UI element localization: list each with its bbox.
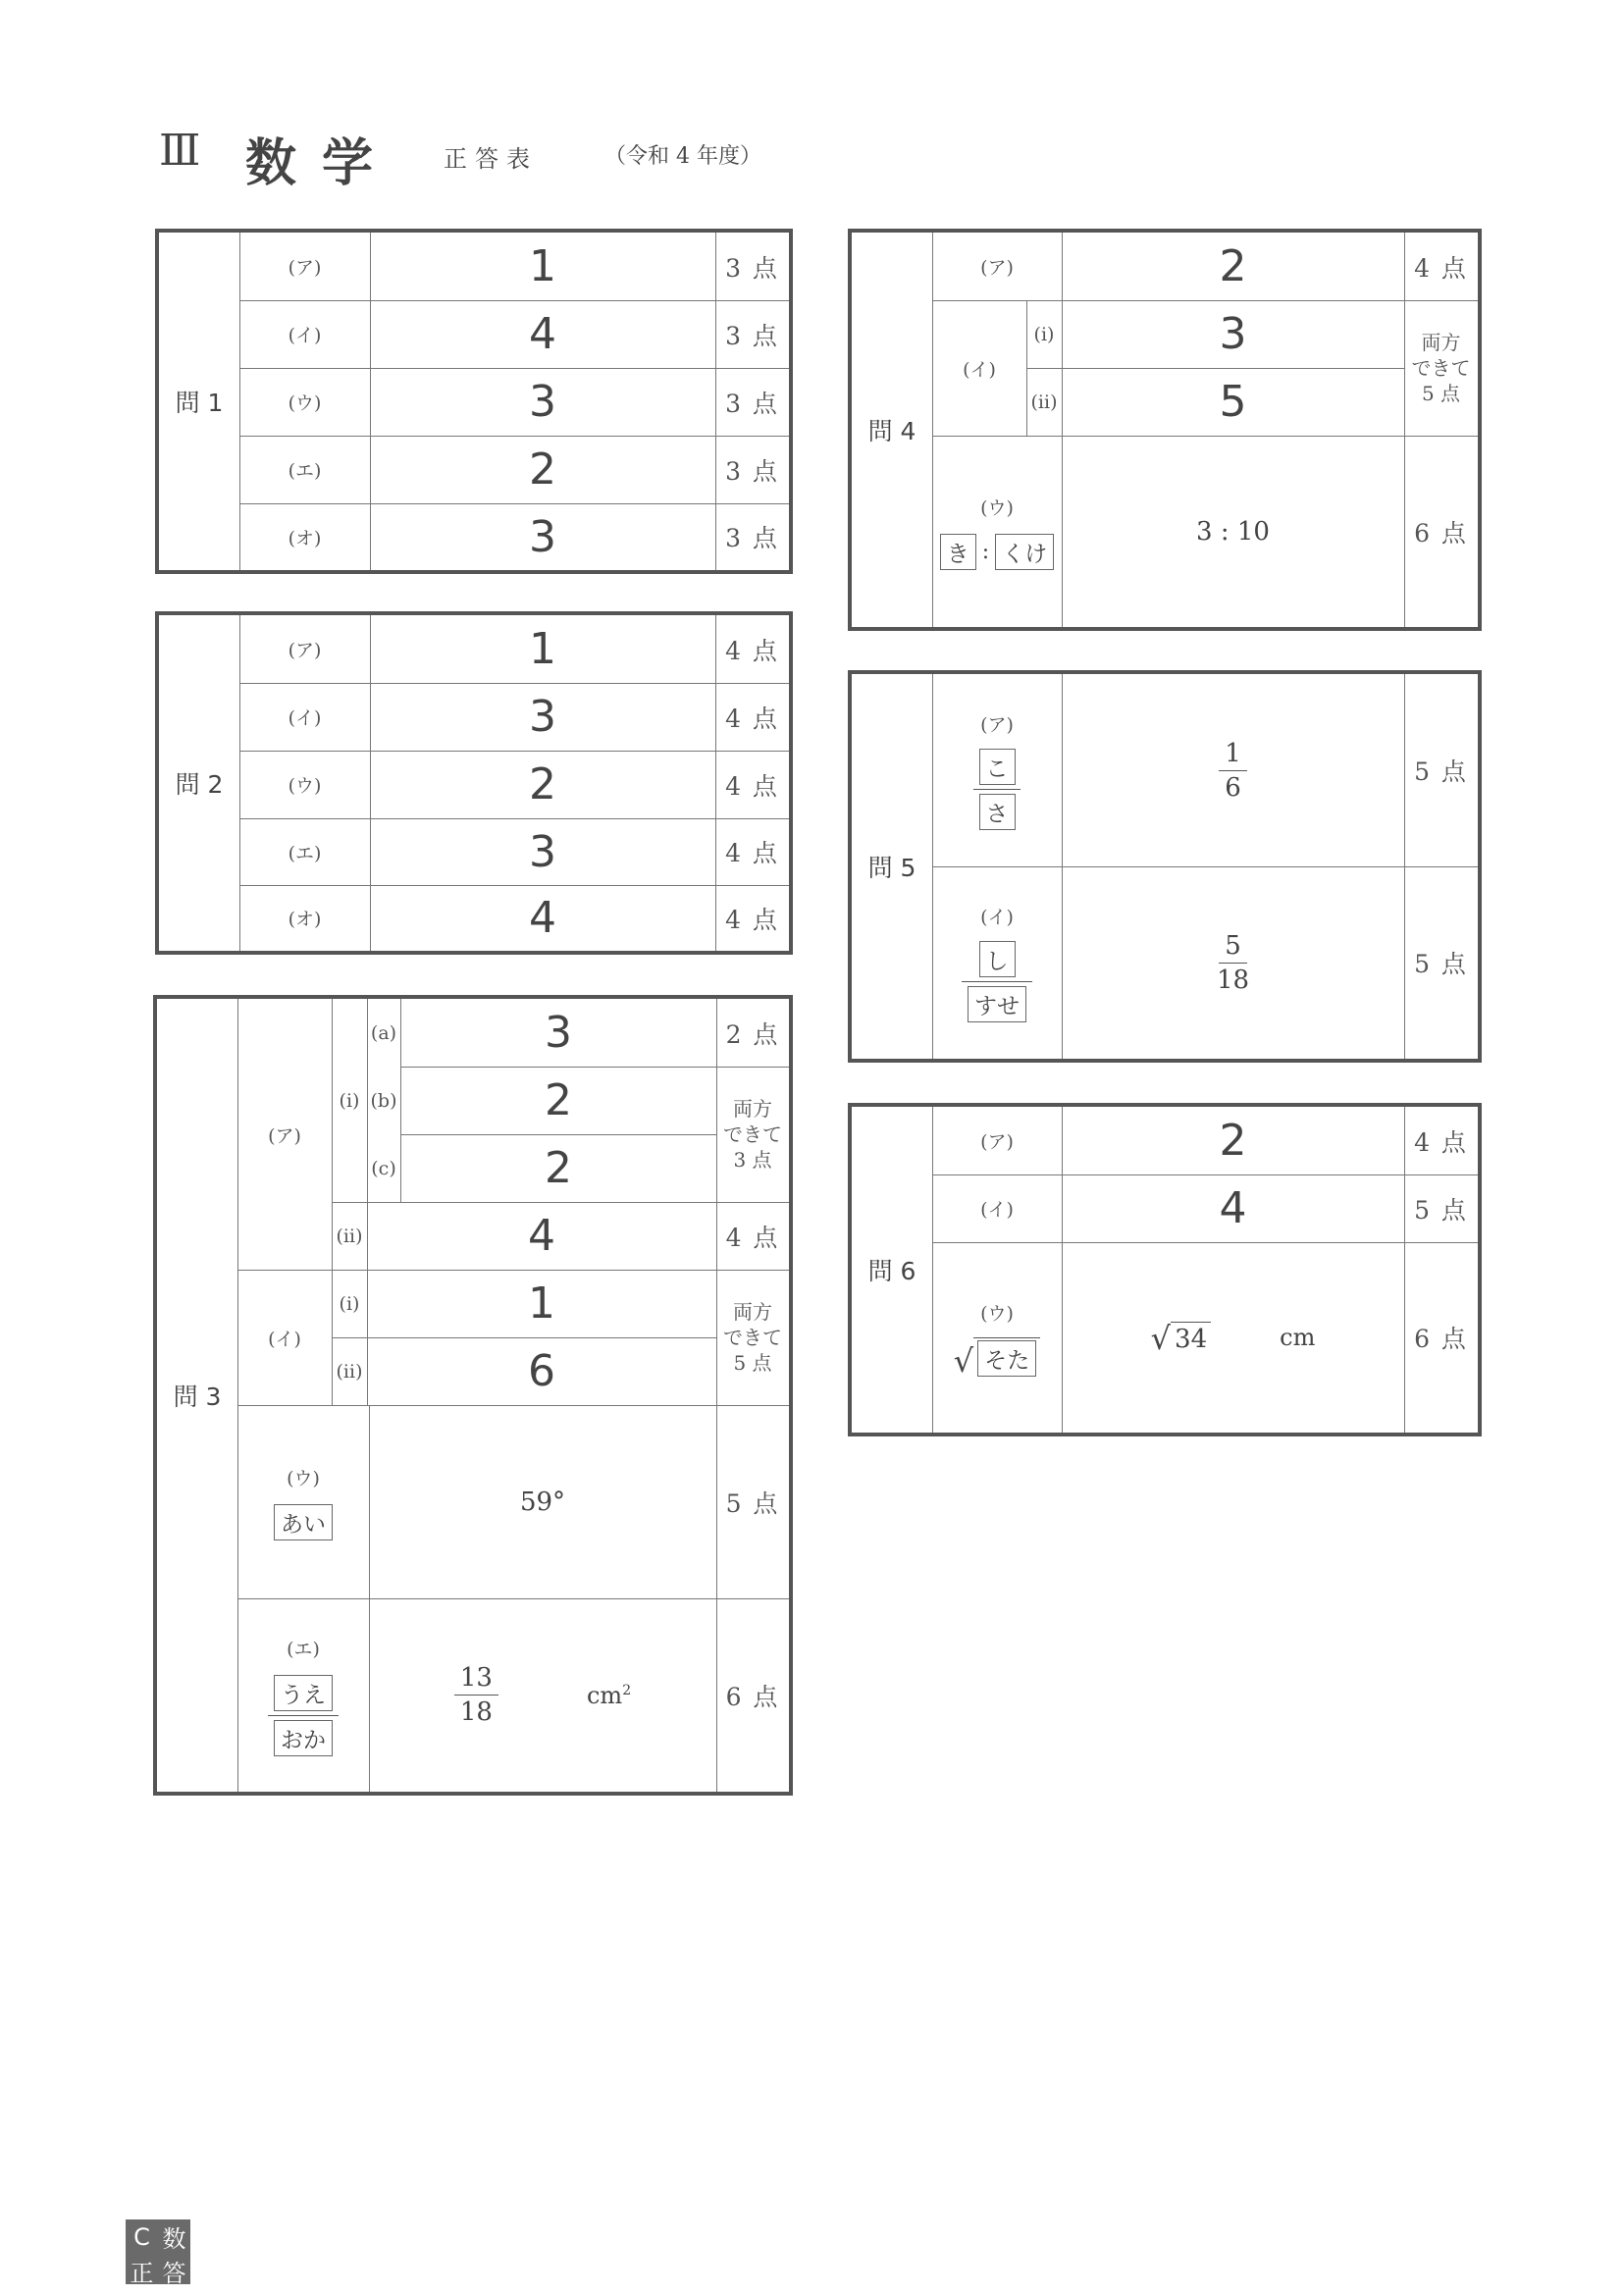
answer-blank-box: すせ (968, 986, 1026, 1022)
sub-label: (ウ) (288, 775, 322, 797)
sub-label: (オ) (288, 527, 322, 549)
answer-value: 3 : 10 (1196, 516, 1270, 547)
points-value: 3 点 (725, 321, 779, 350)
sub-label: (エ) (288, 460, 322, 482)
answer-value: 3 (529, 826, 556, 877)
answer-blank-box: し (979, 941, 1016, 977)
sub-label: (ⅰ) (339, 1292, 360, 1315)
sub-label: (ⅱ) (336, 1225, 363, 1247)
points-value: 5 点 (1414, 950, 1468, 978)
answer-value: $\frac{1}{6}$ (1062, 674, 1404, 866)
answer-value: 1 (529, 624, 556, 674)
points-value: 6 点 (1414, 518, 1468, 548)
answer-blank-box: き (940, 534, 976, 570)
points-value: 6 点 (1414, 1325, 1468, 1353)
sub-label: (ア) (980, 1131, 1014, 1153)
points-value: 2 点 (725, 1019, 780, 1049)
points-value: 5 点 (725, 1488, 780, 1518)
points-value: 4 点 (725, 1223, 780, 1252)
answer-value: 3 (1219, 309, 1247, 359)
answer-blank-box: うえ (274, 1675, 333, 1711)
sub-label: (イ) (288, 325, 322, 346)
sub-label: (ア) (288, 640, 322, 661)
unit-label: cm (1280, 1324, 1316, 1351)
sub-label: (イ) (963, 358, 996, 381)
answer-blank-box: あい (274, 1504, 333, 1540)
question-5-label: 問 5 (867, 854, 916, 882)
sub-label: (ア) (268, 1124, 301, 1147)
points-value: 4 点 (725, 636, 779, 665)
sub-label: (イ) (268, 1328, 301, 1350)
answer-blank-box: おか (274, 1720, 333, 1756)
question-3-label: 問 3 (173, 1383, 222, 1411)
sqrt-icon: √ (953, 1341, 974, 1380)
sub-label: (ⅰ) (339, 1089, 360, 1112)
sub-label: (ⅱ) (336, 1360, 363, 1383)
answer-value: $\frac{5}{18}$ (1216, 930, 1250, 995)
answer-value: 1 (528, 1278, 555, 1329)
question-3-table (153, 995, 793, 1796)
sub-label: (ウ) (980, 496, 1014, 519)
points-value: 6 点 (725, 1682, 780, 1711)
points-value: 3 点 (725, 253, 779, 283)
question-6-label: 問 6 (867, 1257, 916, 1285)
section-number: Ⅲ (159, 126, 203, 176)
points-value: 両方 できて 5 点 (1411, 331, 1471, 405)
answer-value: 4 (528, 1211, 555, 1261)
question-1-table (155, 229, 793, 574)
answer-value: 2 (1219, 1116, 1247, 1166)
sub-label: (イ) (980, 907, 1014, 928)
answer-value: 2 (545, 1075, 572, 1125)
sub-label: (エ) (287, 1638, 320, 1660)
points-value: 4 点 (725, 839, 779, 867)
sqrt-icon: √ (1150, 1319, 1172, 1357)
ratio-separator: : (981, 539, 990, 564)
sub-label: (イ) (288, 707, 322, 729)
sub-label: (ⅰ) (1033, 323, 1055, 345)
answer-value: 4 (529, 309, 556, 359)
sub-label: (ウ) (288, 392, 322, 414)
answer-value: 1 (529, 241, 556, 291)
sub-label: (c) (371, 1157, 396, 1179)
sub-label: (エ) (288, 842, 322, 864)
sub-label-cell (932, 674, 1062, 866)
answer-value: 2 (529, 444, 556, 495)
document-type: 正答表 (444, 145, 538, 173)
sub-label: (オ) (288, 909, 322, 930)
answer-value: √ 34 cm (1150, 1319, 1316, 1357)
answer-value: 59° (519, 1487, 566, 1517)
sub-label-cell (237, 1405, 369, 1598)
answer-value: 2 (529, 759, 556, 809)
points-value: 3 点 (725, 456, 779, 486)
sub-label: (ア) (980, 714, 1014, 736)
answer-value: 4 (1219, 1183, 1247, 1233)
question-2-label: 問 2 (175, 770, 224, 799)
sub-label: (ⅱ) (1030, 391, 1058, 413)
points-value: 5 点 (1414, 1195, 1468, 1225)
answer-value: 3 (545, 1008, 572, 1058)
answer-value: 6 (528, 1346, 555, 1396)
sub-label-cell (932, 1242, 1062, 1433)
points-value: 4 点 (1414, 1127, 1468, 1157)
points-value: 3 点 (725, 389, 779, 418)
points-value: 4 点 (725, 905, 779, 934)
answer-value: 2 (1219, 241, 1247, 291)
question-4-table (848, 229, 1482, 631)
points-value: 4 点 (725, 771, 779, 801)
points-value: 5 点 (1414, 757, 1468, 786)
answer-value: 2 (545, 1143, 572, 1193)
sub-label: (イ) (980, 1199, 1014, 1221)
points-value: 4 点 (1414, 253, 1468, 283)
answer-value: 5 (1219, 377, 1247, 427)
answer-value: 4 (529, 893, 556, 943)
answer-blank-box: さ (979, 794, 1016, 830)
question-5-table (848, 670, 1482, 1063)
sub-label: (ウ) (980, 1302, 1014, 1325)
points-value: 両方 できて 3 点 (723, 1097, 782, 1172)
answer-blank-box: そた (977, 1340, 1036, 1377)
answer-value: $\frac{13}{18}$ $cm^2$ (369, 1598, 716, 1792)
points-value: 両方 できて 5 点 (723, 1300, 782, 1375)
year-label: （令和 4 年度） (604, 144, 761, 169)
sub-label-cell (237, 1598, 369, 1792)
sub-label: (ア) (288, 257, 322, 279)
answer-value: 3 (529, 511, 556, 562)
sub-label: (ウ) (287, 1467, 320, 1489)
unit-label: cm (586, 1681, 623, 1709)
sub-label-cell (932, 866, 1062, 1059)
question-1-label: 問 1 (175, 389, 224, 417)
answer-blank-box: くけ (995, 534, 1054, 570)
page-title: 数学 (245, 134, 399, 193)
sub-label: (ア) (980, 257, 1014, 279)
question-2-table (155, 611, 793, 955)
answer-value: 3 (529, 377, 556, 427)
document-code-stamp: C 数 正 答 (126, 2219, 190, 2284)
sub-label: (b) (370, 1089, 397, 1112)
answer-blank-box: こ (979, 749, 1016, 785)
answer-value: 3 (529, 692, 556, 742)
question-4-label: 問 4 (867, 417, 916, 445)
sub-label-cell (932, 436, 1062, 627)
points-value: 4 点 (725, 704, 779, 733)
sub-label: (a) (370, 1021, 397, 1044)
question-6-table (848, 1103, 1482, 1436)
points-value: 3 点 (725, 524, 779, 552)
